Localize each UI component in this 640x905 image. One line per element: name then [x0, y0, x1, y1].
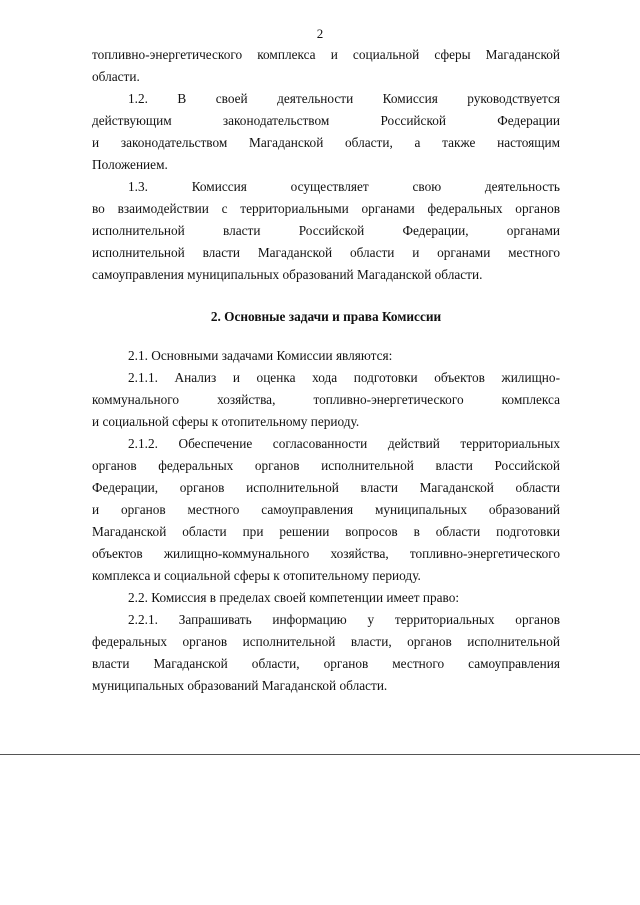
text-line: 1.2. В своей деятельности Комиссия руководствуется: [128, 91, 560, 106]
text-line: топливно-энергетического комплекса и социальной сферы Магаданской: [92, 47, 560, 62]
text-line: Магаданской области при решении вопросов в области подготовки: [92, 524, 560, 539]
text-line: и законодательством Магаданской области, а также настоящим: [92, 135, 560, 150]
horizontal-divider: [0, 754, 640, 755]
text-line: объектов жилищно-коммунального хозяйства, топливно-энергетического: [92, 546, 560, 561]
text-line: 2.1.1. Анализ и оценка хода подготовки объектов жилищно-: [128, 370, 560, 385]
text-line: 2.2. Комиссия в пределах своей компетенции имеет право:: [128, 590, 460, 605]
page-number: 2: [316, 26, 324, 41]
paragraph-2-1-1: [92, 367, 560, 433]
text-line: Федерации, органов исполнительной власти Магаданской области: [92, 480, 560, 495]
paragraph-2-1: [92, 345, 560, 367]
text-line: во взаимодействии с территориальными органами федеральных органов: [92, 201, 560, 216]
paragraph-2-2-1: [92, 609, 560, 697]
text-line: и органов местного самоуправления муниципальных образований: [92, 502, 560, 517]
text-line: комплекса и социальной сферы к отопительному периоду.: [92, 568, 421, 583]
text-line: органов федеральных органов исполнительной власти Российской: [92, 458, 560, 473]
paragraph-2-2: [92, 587, 560, 609]
text-line: 2.2.1. Запрашивать информацию у территориальных органов: [128, 612, 560, 627]
document-body: [92, 44, 560, 697]
text-line: 2.1. Основными задачами Комиссии являются:: [128, 348, 393, 363]
paragraph-1-3: [92, 176, 560, 286]
text-line: действующим законодательством Российской Федерации: [92, 113, 560, 128]
text-line: 2.1.2. Обеспечение согласованности действий территориальных: [128, 436, 560, 451]
text-line: исполнительной власти Магаданской области и органами местного: [92, 245, 560, 260]
text-line: Положением.: [92, 157, 168, 172]
text-line: и социальной сферы к отопительному периоду.: [92, 414, 360, 429]
paragraph-1-1-tail: [92, 44, 560, 88]
paragraph-1-2: [92, 88, 560, 176]
text-line: муниципальных образований Магаданской области.: [92, 678, 388, 693]
section-heading: 2. Основные задачи и права Комиссии: [210, 309, 442, 324]
text-line: самоуправления муниципальных образований Магаданской области.: [92, 267, 483, 282]
text-line: исполнительной власти Российской Федерации, органами: [92, 223, 560, 238]
text-line: федеральных органов исполнительной власти, органов исполнительной: [92, 634, 560, 649]
text-line: коммунального хозяйства, топливно-энергетического комплекса: [92, 392, 560, 407]
text-line: власти Магаданской области, органов местного самоуправления: [92, 656, 560, 671]
paragraph-2-1-2: [92, 433, 560, 587]
text-line: 1.3. Комиссия осуществляет свою деятельность: [128, 179, 560, 194]
text-line: области.: [92, 69, 140, 84]
